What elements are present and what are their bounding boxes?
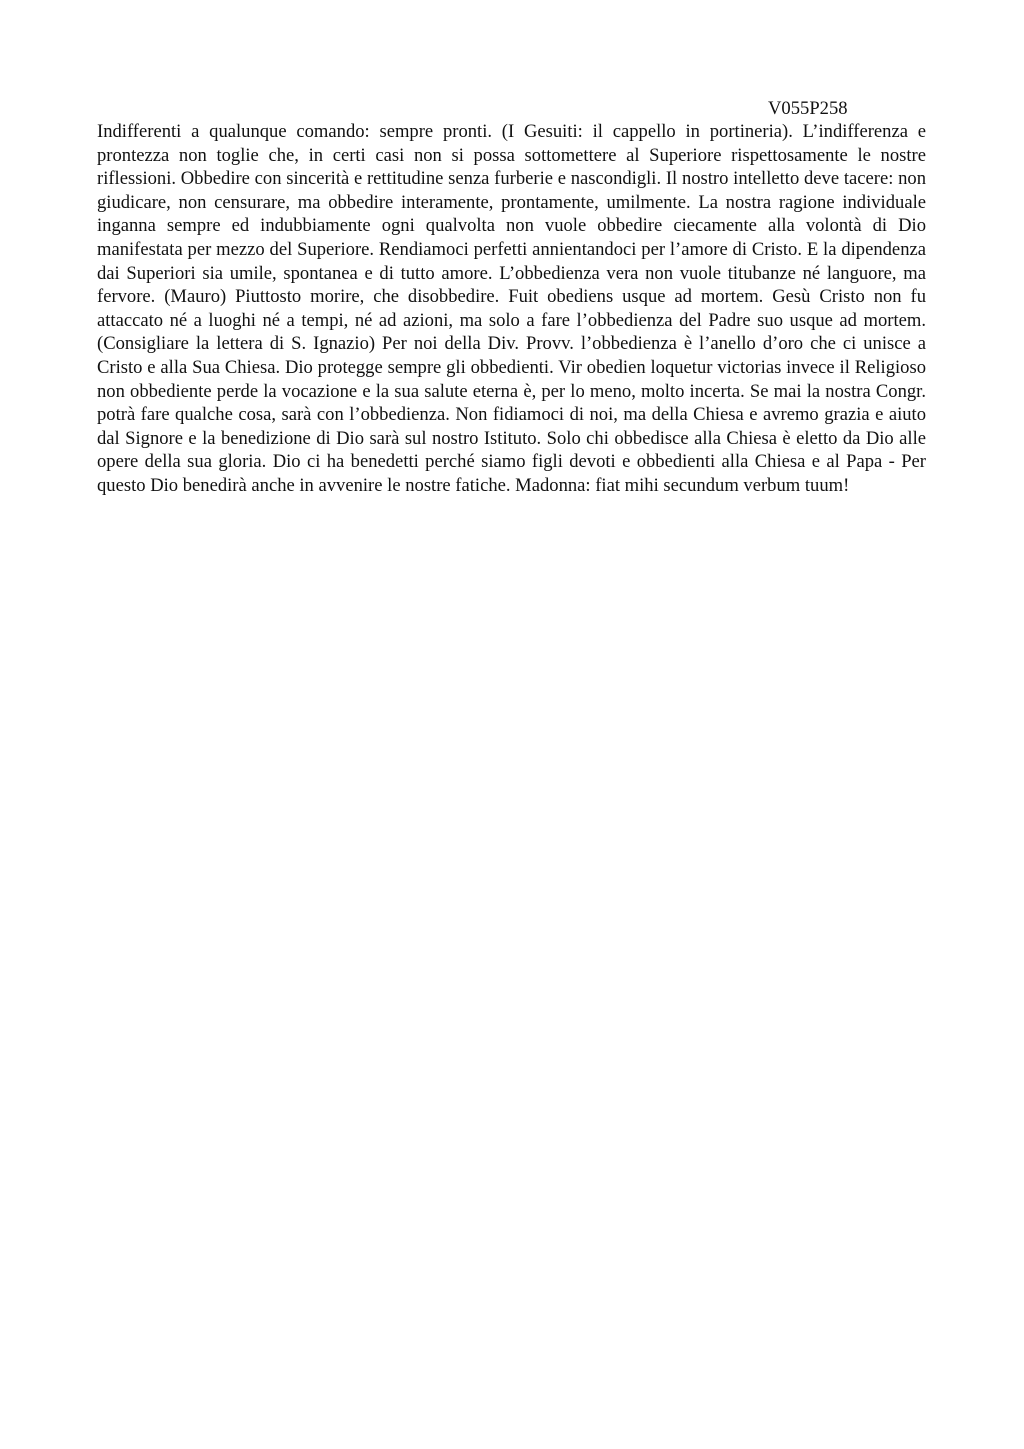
page-code: V055P258	[768, 98, 848, 119]
body-paragraph: Indifferenti a qualunque comando: sempre pronti. (I Gesuiti: il cappello in portineria). L’indifferenza e prontezza non toglie che, in certi casi non si possa sottomettere al Superiore rispettosamente le nostre riflessioni. Obbedire con sincerità e rettitudine senza furberie e nascondigli. Il nostro intelletto deve tacere: non giudicare, non censurare, ma obbedire interamente, prontamente, umilmente. La nostra ragione individuale inganna sempre ed indubbiamente ogni qualvolta non vuole obbedire ciecamente alla volontà di Dio manifestata per mezzo del Superiore. Rendiamoci perfetti annientandoci per l’amore di Cristo. E la dipendenza dai Superiori sia umile, spontanea e di tutto amore. L’obbedienza vera non vuole titubanze né languore, ma fervore. (Mauro) Piuttosto morire, che disobbedire. Fuit obediens usque ad mortem. Gesù Cristo non fu attaccato né a luoghi né a tempi, né ad azioni, ma solo a fare l’obbedienza del Padre suo usque ad mortem. (Consigliare la lettera di S. Ignazio) Per noi della Div. Provv. l’obbedienza è l’anello d’oro che ci unisce a Cristo e alla Sua Chiesa. Dio protegge sempre gli obbedienti. Vir obedien loquetur victorias invece il Religioso non obbediente perde la vocazione e la sua salute eterna è, per lo meno, molto incerta. Se mai la nostra Congr. potrà fare qualche cosa, sarà con l’obbedienza. Non fidiamoci di noi, ma della Chiesa e avremo grazia e aiuto dal Signore e la benedizione di Dio sarà sul nostro Istituto. Solo chi obbedisce alla Chiesa è eletto da Dio alle opere della sua gloria. Dio ci ha benedetti perché siamo figli devoti e obbedienti alla Chiesa e al Papa - Per questo Dio benedirà anche in avvenire le nostre fatiche. Madonna: fiat mihi secundum verbum tuum!	[97, 121, 926, 496]
